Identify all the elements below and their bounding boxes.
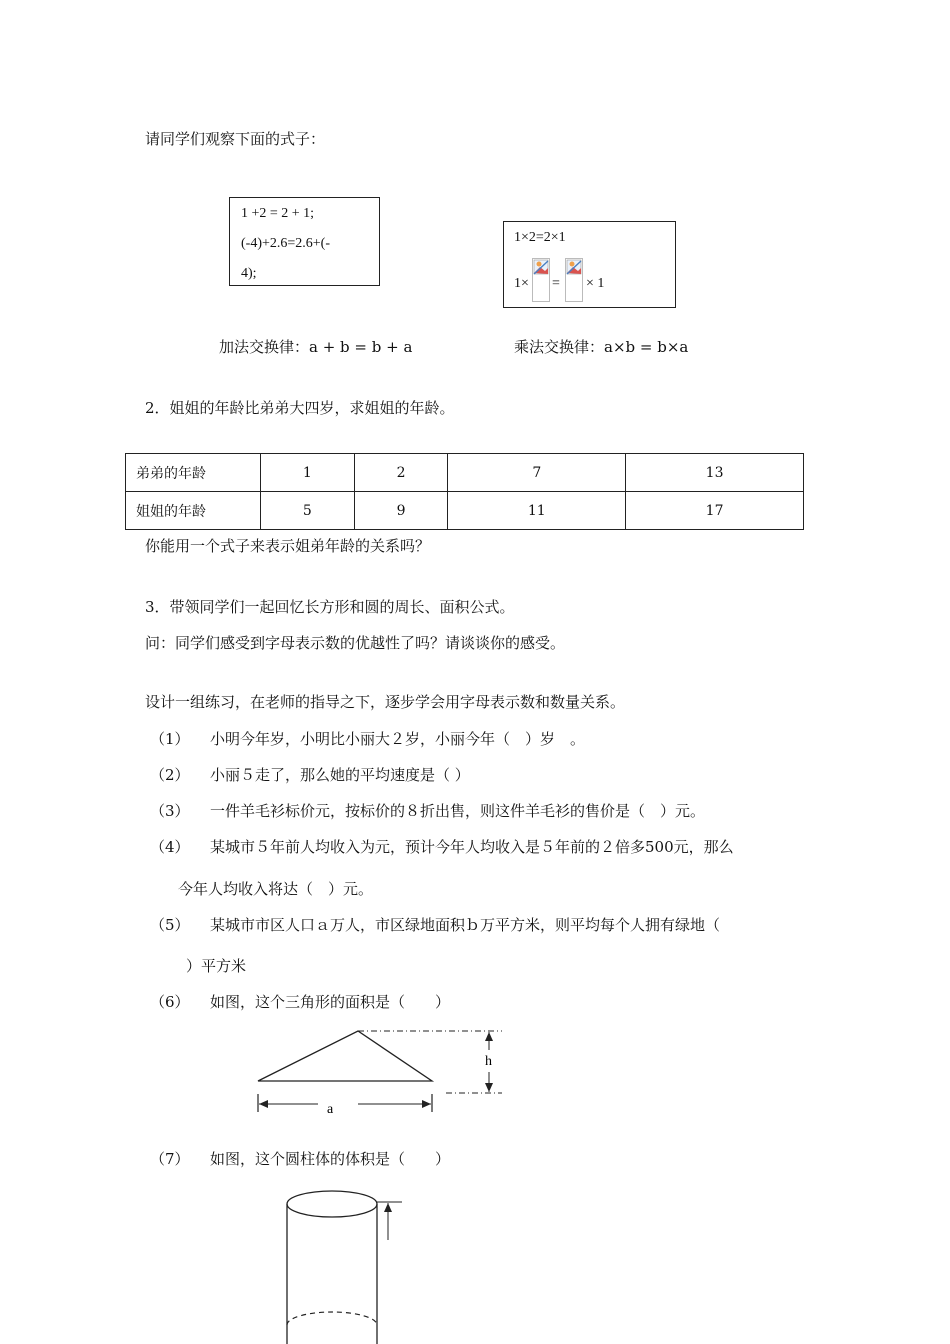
- arrow-left-icon: [259, 1100, 268, 1108]
- addition-example-box: [229, 197, 380, 286]
- item-number: （6）: [150, 993, 190, 1011]
- addition-line-3: 4);: [241, 266, 257, 281]
- q2-title: 2．姐姐的年龄比弟弟大四岁，求姐姐的年龄。: [145, 399, 455, 417]
- table-cell: 13: [626, 454, 804, 492]
- item-text: 一件羊毛衫标价元，按标价的８折出售，则这件羊毛衫的售价是（ ）元。: [210, 802, 706, 820]
- table-cell: 9: [354, 492, 448, 530]
- item-text: 小丽５走了，那么她的平均速度是（ ）: [210, 766, 470, 784]
- item-number: （7）: [150, 1150, 190, 1168]
- cylinder-bottom-hidden-edge: [287, 1312, 377, 1325]
- item-number: （2）: [150, 766, 190, 784]
- q3-question: 问：同学们感受到字母表示数的优越性了吗？请谈谈你的感受。: [145, 634, 566, 652]
- arrow-up-icon: [384, 1203, 392, 1212]
- item-number: （1）: [150, 730, 190, 748]
- multiplication-line-1: 1×2=2×1: [514, 230, 566, 245]
- item-text: 某城市市区人口ａ万人，市区绿地面积ｂ万平方米，则平均每个人拥有绿地（: [210, 916, 721, 934]
- age-table: [125, 453, 804, 530]
- triangle-figure: [250, 1022, 510, 1122]
- exercise-intro: 设计一组练习，在老师的指导之下，逐步学会用字母表示数和数量关系。: [145, 693, 626, 711]
- intro-text: 请同学们观察下面的式子：: [145, 130, 326, 148]
- arrow-up-icon: [485, 1032, 493, 1041]
- item-text: 小明今年岁，小明比小丽大２岁，小丽今年（ ）岁 。: [210, 730, 586, 748]
- item-text-continued: 今年人均收入将达（ ）元。: [178, 880, 374, 898]
- table-cell: 7: [448, 454, 626, 492]
- multiplication-example-box: [503, 221, 676, 308]
- addition-law: 加法交换律：a + b = b + a: [219, 338, 413, 356]
- triangle-shape: [258, 1031, 432, 1081]
- multiplication-line-2-right: × 1: [586, 276, 605, 291]
- table-row: [126, 492, 804, 530]
- table-cell: 1: [261, 454, 355, 492]
- height-label: h: [485, 1054, 492, 1069]
- item-number: （3）: [150, 802, 190, 820]
- base-label: a: [327, 1102, 334, 1117]
- item-text: 如图，这个三角形的面积是（ ）: [210, 993, 451, 1011]
- multiplication-line-2-left: 1×: [514, 276, 529, 291]
- item-number: （4）: [150, 838, 190, 856]
- arrow-right-icon: [422, 1100, 431, 1108]
- table-row-label: 姐姐的年龄: [126, 492, 261, 530]
- item-number: （5）: [150, 916, 190, 934]
- cylinder-top-ellipse: [287, 1191, 377, 1217]
- addition-line-1: 1 +2 = 2 + 1;: [241, 206, 315, 221]
- table-row: [126, 454, 804, 492]
- item-text-continued: ）平方米: [186, 957, 247, 975]
- multiplication-line-2-eq: =: [552, 276, 560, 291]
- item-text: 某城市５年前人均收入为元，预计今年人均收入是５年前的２倍多500元，那么: [210, 838, 734, 856]
- cylinder-figure: [275, 1185, 410, 1344]
- broken-image-icon: [565, 258, 583, 302]
- item-text: 如图，这个圆柱体的体积是（ ）: [210, 1150, 451, 1168]
- broken-image-icon: [532, 258, 550, 302]
- table-cell: 11: [448, 492, 626, 530]
- q2-question: 你能用一个式子来表示姐弟年龄的关系吗？: [145, 537, 431, 555]
- table-cell: 2: [354, 454, 448, 492]
- q3-title: 3．带领同学们一起回忆长方形和圆的周长、面积公式。: [145, 598, 515, 616]
- table-cell: 5: [261, 492, 355, 530]
- table-row-label: 弟弟的年龄: [126, 454, 261, 492]
- multiplication-law: 乘法交换律：a×b = b×a: [514, 338, 689, 356]
- addition-line-2: (-4)+2.6=2.6+(-: [241, 236, 330, 251]
- arrow-down-icon: [485, 1083, 493, 1092]
- table-cell: 17: [626, 492, 804, 530]
